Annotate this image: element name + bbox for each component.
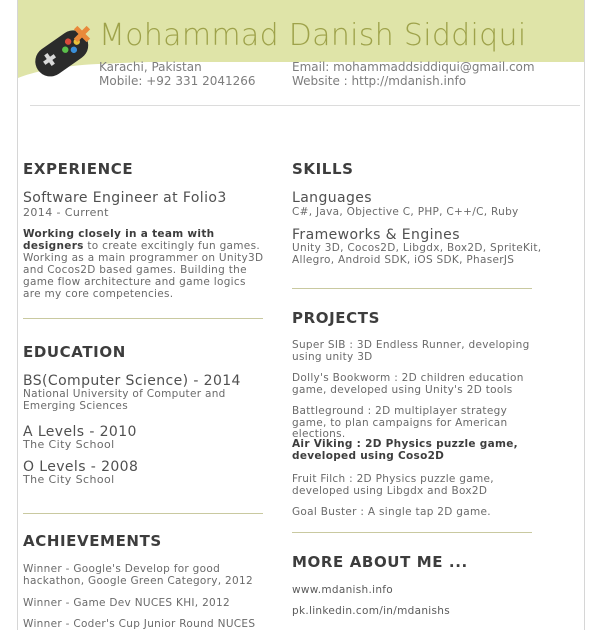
achievements-heading: ACHIEVEMENTS xyxy=(23,532,162,550)
frameworks-list: Unity 3D, Cocos2D, Libgdx, Box2D, SpriteKit, Allegro, Android SDK, iOS SDK, PhaserJS xyxy=(292,242,542,266)
project-name: Fruit Filch xyxy=(292,473,346,485)
section-divider xyxy=(292,532,532,533)
education-degree: A Levels - 2010 xyxy=(23,424,137,440)
project-item xyxy=(292,340,532,363)
header-divider xyxy=(30,105,580,106)
experience-role: Software Engineer at Folio3 xyxy=(23,190,227,206)
website-link[interactable]: www.mdanish.info xyxy=(292,584,393,596)
education-degree: O Levels - 2008 xyxy=(23,459,139,475)
section-divider xyxy=(23,318,263,319)
project-desc: : 2D Physics puzzle game, developed using Coso2D xyxy=(292,438,518,462)
languages-heading: Languages xyxy=(292,190,372,206)
project-desc: : A single tap 2D game. xyxy=(356,506,491,518)
projects-heading: PROJECTS xyxy=(292,309,380,327)
gamepad-icon xyxy=(24,18,100,86)
linkedin-link[interactable]: pk.linkedin.com/in/mdanishs xyxy=(292,605,450,617)
achievement-item: Winner - Google's Develop for good hackathon, Google Green Category, 2012 xyxy=(23,563,253,587)
achievement-item: Winner - Coder's Cup Junior Round NUCES xyxy=(23,618,256,630)
section-divider xyxy=(292,288,532,289)
education-degree: BS(Computer Science) - 2014 xyxy=(23,373,241,389)
location-text: Karachi, Pakistan xyxy=(99,60,202,74)
skills-heading: SKILLS xyxy=(292,160,354,178)
project-item xyxy=(292,373,532,396)
experience-heading: EXPERIENCE xyxy=(23,160,134,178)
education-school: National University of Computer and Emerging Sciences xyxy=(23,388,226,412)
project-name: Goal Buster xyxy=(292,506,357,518)
project-item xyxy=(292,474,532,497)
experience-desc-bold: Working closely in a team with designers xyxy=(23,228,215,252)
languages-list: C#, Java, Objective C, PHP, C++/C, Ruby xyxy=(292,206,519,218)
project-desc: : 2D children education game, developed using Unity's 2D tools xyxy=(292,372,524,396)
page-border-left xyxy=(17,0,18,630)
project-item xyxy=(292,406,532,441)
email-text: Email: mohammaddsiddiqui@gmail.com xyxy=(292,60,535,74)
page-border-right xyxy=(584,0,585,630)
project-item xyxy=(292,439,532,462)
project-desc: : 3D Endless Runner, developing using unity 3D xyxy=(292,339,530,363)
section-divider xyxy=(23,513,263,514)
more-about-heading: MORE ABOUT ME ... xyxy=(292,553,468,571)
achievement-item: Winner - Game Dev NUCES KHI, 2012 xyxy=(23,597,230,609)
education-school: The City School xyxy=(23,473,115,486)
project-name: Super SIB xyxy=(292,339,346,351)
education-school: The City School xyxy=(23,438,115,451)
education-heading: EDUCATION xyxy=(23,343,126,361)
experience-period: 2014 - Current xyxy=(23,206,109,219)
project-name: Battleground xyxy=(292,405,364,417)
mobile-text: Mobile: +92 331 2041266 xyxy=(99,74,256,88)
experience-desc-rest: to create excitingly fun games. Working as a main programmer on Unity3D and Cocos2D based games. Building the game flow architecture and game logics are my core competencies. xyxy=(23,240,264,300)
project-name: Air Viking xyxy=(292,438,353,450)
project-desc: : 2D Physics puzzle game, developed using Libgdx and Box2D xyxy=(292,473,494,497)
experience-description xyxy=(23,228,266,300)
project-item xyxy=(292,507,532,519)
project-desc: : 2D multiplayer strategy game, to plan campaigns for American elections. xyxy=(292,405,508,440)
frameworks-heading: Frameworks & Engines xyxy=(292,227,460,243)
candidate-name: Mohammad Danish Siddiqui xyxy=(99,18,527,53)
website-text: Website : http://mdanish.info xyxy=(292,74,467,88)
project-name: Dolly's Bookworm xyxy=(292,372,391,384)
